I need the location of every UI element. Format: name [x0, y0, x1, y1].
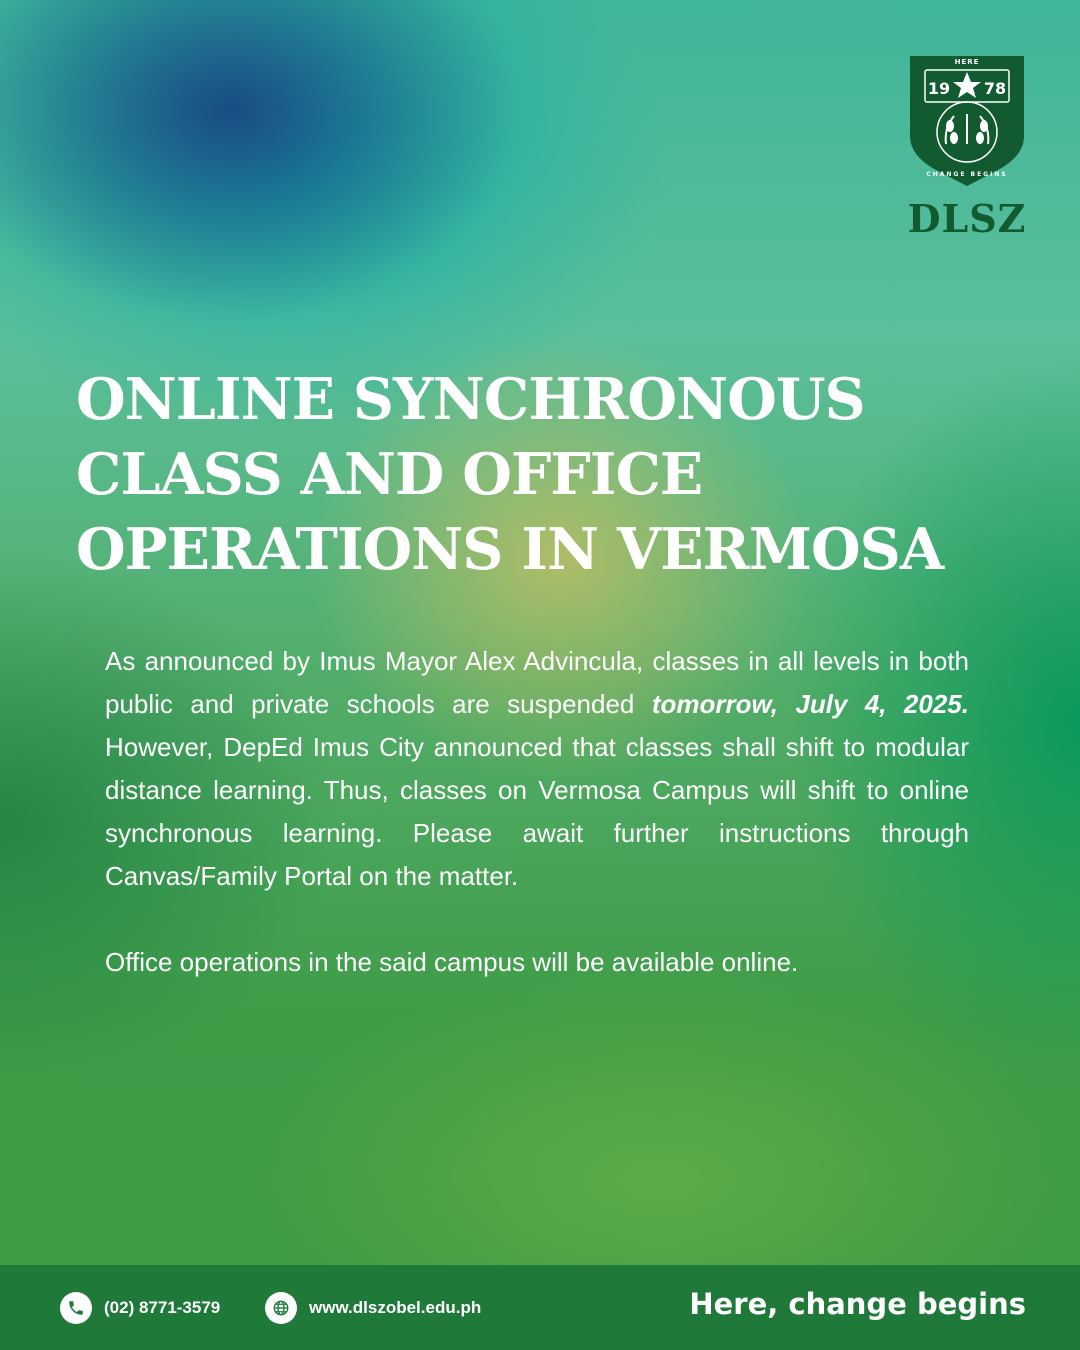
paragraph-1-intro: As announced by Imus Mayor Alex Advincula, classes in all levels in both public and private schools are suspended [105, 646, 969, 719]
website-link[interactable] [265, 1291, 481, 1325]
shield-emblem [906, 52, 1028, 192]
phone-number: (02) 8771-3579 [104, 1298, 221, 1317]
suspension-date: tomorrow, July 4, 2025. [651, 689, 969, 719]
paragraph-1-details: However, DepEd Imus City announced that classes shall shift to modular distance learning. Thus, classes on Vermosa Campus will shift to online synchronous learning. Please await further instructions through Canvas/Family Portal on the matter. [105, 732, 969, 891]
footer-bar [0, 1265, 1080, 1350]
title-line-1: ONLINE SYNCHRONOUS [76, 366, 865, 433]
logo-ring-text: CHANGE BEGINS [926, 171, 1008, 178]
announcement-paragraph-1 [105, 640, 969, 898]
website-url: www.dlszobel.edu.ph [309, 1298, 482, 1317]
page-title [76, 362, 1026, 587]
logo-top-word: HERE [954, 58, 980, 66]
title-line-2: CLASS AND OFFICE [76, 441, 703, 508]
tagline: Here, change begins [689, 1287, 1026, 1321]
logo-year-left: 19 [927, 79, 951, 98]
logo-year-right: 78 [983, 79, 1007, 98]
announcement-body [105, 640, 969, 984]
phone-contact[interactable] [60, 1291, 220, 1325]
globe-icon [265, 1292, 297, 1324]
title-line-3: OPERATIONS IN VERMOSA [76, 516, 944, 583]
phone-icon [60, 1292, 92, 1324]
dlsz-logo [906, 52, 1028, 241]
announcement-paragraph-2: Office operations in the said campus will be available online. [105, 947, 799, 977]
logo-acronym: DLSZ [907, 196, 1027, 241]
wreath-icon [946, 114, 989, 144]
